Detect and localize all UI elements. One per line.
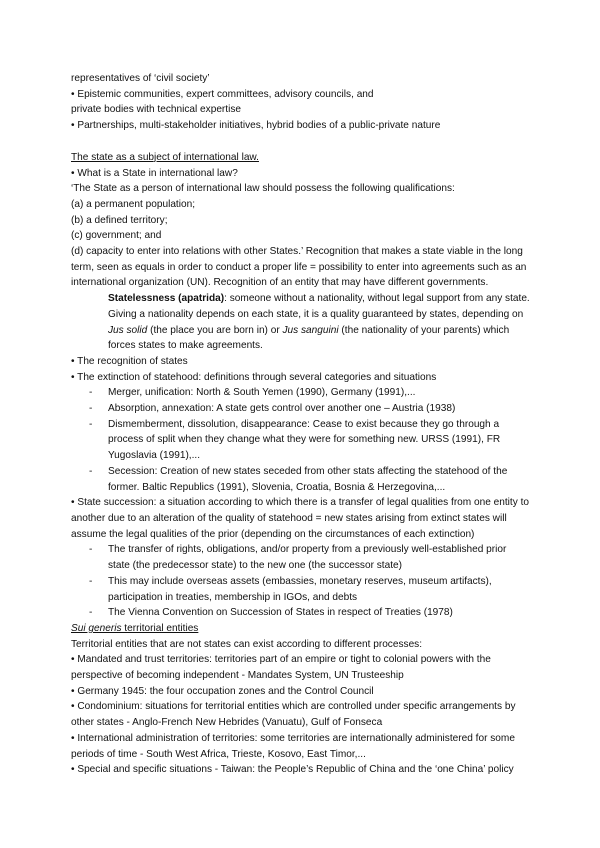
jus-soli-term: Jus solid (108, 324, 148, 336)
bullet-what-is-state: • What is a State in international law? (71, 167, 238, 179)
section-heading-state: The state as a subject of international law. (71, 151, 259, 163)
qualification-a: (a) a permanent population; (71, 198, 196, 210)
extinction-item-dismemberment: - Dismemberment, dissolution, disappearance: Cease to exist because they go through a process of split when they change what they were for something new. URSS (1991), FR Yugoslavia (1991),... (71, 417, 531, 464)
bullet-condominium: • Condominium: situations for territorial entities which are controlled under specific arrangements by other states - Anglo-French New Hebrides (Vanuatu), Gulf of Fonseca (71, 701, 516, 729)
bullet-epistemic-cont: private bodies with technical expertise (71, 104, 242, 116)
bullet-germany-1945: • Germany 1945: the four occupation zones and the Control Council (71, 685, 374, 697)
extinction-item-secession: - Secession: Creation of new states seceded from other stats affecting the statehood of the former. Baltic Republics (1991), Slovenia, Croatia, Bosnia & Herzegovina,... (71, 464, 531, 495)
line-civil-society: representatives of ‘civil society’ (71, 73, 210, 84)
section-heading-sui-generis (71, 621, 531, 637)
qualification-b: (b) a defined territory; (71, 214, 168, 226)
quote-intro: ‘The State as a person of international law should possess the following qualifications: (71, 183, 455, 195)
bullet-epistemic: • Epistemic communities, expert committees, advisory councils, and (71, 88, 374, 100)
qualification-c: (c) government; and (71, 230, 162, 242)
qualification-d: (d) capacity to enter into relations with other States.’ Recognition that makes a state viable in the long term, seen as equals in order to conduct a proper life = possibility to enter into agreements such as an international organization (UN). Recognition of an entity that may have different governments. (71, 246, 527, 289)
bullet-extinction: • The extinction of statehood: definitions through several categories and situations (71, 371, 437, 383)
statelessness-text-1: : someone without a nationality, without legal support from any state. Giving a nationality depends on each state, it is a quality guaranteed by states, depending on (108, 293, 530, 320)
bullet-international-administration: • International administration of territories: some territories are internationally administered for some periods of time - South West Africa, Trieste, Kosovo, East Timor,... (71, 732, 515, 760)
jus-sanguini-term: Jus sanguini (282, 324, 339, 336)
bullet-mandated-territories: • Mandated and trust territories: territories part of an empire or tight to colonial powers with the perspective of becoming independent - Mandates System, UN Trusteeship (71, 654, 491, 682)
bullet-state-succession: • State succession: a situation according to which there is a transfer of legal qualities from one entity to another due to an alteration of the quality of statehood = new states arising from extinct states will assume the legal qualities of the prior (depending on the circumstances of each extinction) (71, 497, 529, 540)
sui-generis-term: Sui generis (71, 622, 122, 634)
statelessness-term: Statelessness (apatrida) (108, 293, 225, 305)
succession-item-transfer: - The transfer of rights, obligations, and/or property from a previously well-established prior state (the predecessor state) to the new one (the successor state) (71, 542, 531, 573)
bullet-recognition: • The recognition of states (71, 355, 188, 367)
bullet-special-situations: • Special and specific situations - Taiwan: the People’s Republic of China and the ‘one China’ policy (71, 764, 514, 776)
extinction-item-absorption: - Absorption, annexation: A state gets control over another one – Austria (1938) (71, 401, 531, 417)
statelessness-text-2: (the place you are born in) or (147, 324, 283, 336)
bullet-partnerships: • Partnerships, multi-stakeholder initiatives, hybrid bodies of a public-private nature (71, 120, 441, 132)
sui-generis-intro: Territorial entities that are not states can exist according to different processes: (71, 638, 423, 650)
statelessness-paragraph (71, 291, 531, 354)
succession-item-vienna-convention: - The Vienna Convention on Succession of States in respect of Treaties (1978) (71, 605, 531, 621)
succession-item-overseas-assets: - This may include overseas assets (embassies, monetary reserves, museum artifacts), participation in treaties, membership in IGOs, and debts (71, 574, 531, 605)
statelessness-text-3: (the nationality of your parents) which forces states to make agreements. (108, 324, 510, 352)
sui-generis-heading-rest: territorial entities (121, 622, 199, 634)
document-page (71, 71, 531, 778)
extinction-item-merger: - Merger, unification: North & South Yemen (1990), Germany (1991),... (71, 385, 531, 401)
